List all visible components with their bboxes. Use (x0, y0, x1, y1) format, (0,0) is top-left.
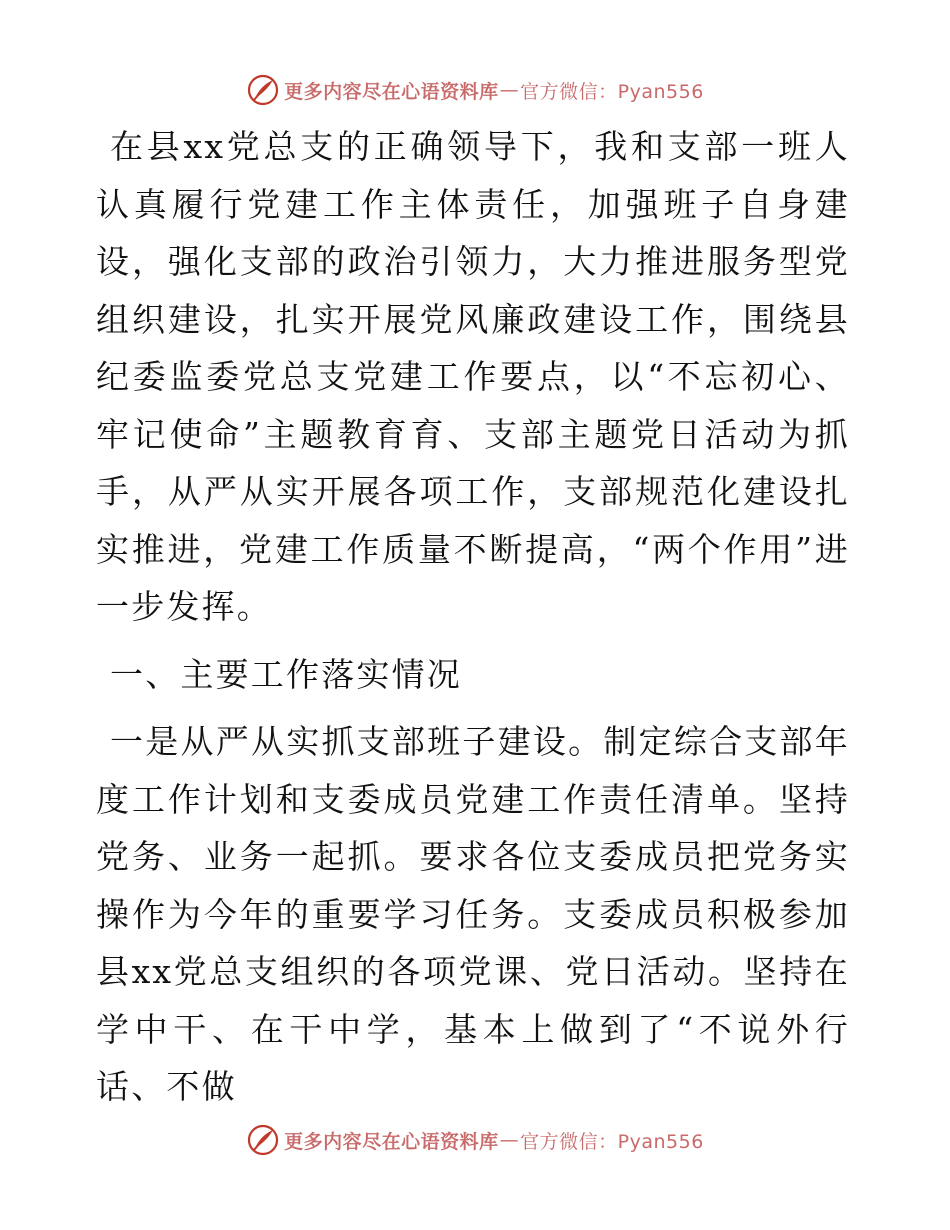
watermark-separator: — (499, 79, 520, 101)
watermark-brand-text: 更多内容尽在心语资料库 (284, 80, 499, 103)
footer-watermark (0, 1120, 950, 1160)
feather-pen-logo-icon (246, 1123, 280, 1157)
header-watermark (0, 70, 950, 110)
watermark-wechat-text: 官方微信：Pyan556 (520, 1130, 704, 1153)
feather-pen-logo-icon (246, 73, 280, 107)
section-heading: 一、主要工作落实情况 (110, 654, 462, 694)
intro-paragraph: 在县xx党总支的正确领导下，我和支部一班人认真履行党建工作主体责任，加强班子自身建设，强化支部的政治引领力，大力推进服务型党组织建设，扎实开展党风廉政建设工作，围绕县纪委监委党总支党建工作要点，以“不忘初心、牢记使命”主题教育育、支部主题党日活动为抓手，从严从实开展各项工作，支部规范化建设扎实推进，党建工作质量不断提高，“两个作用”进一步发挥。 (96, 127, 850, 626)
document-body (96, 118, 850, 1116)
watermark-separator: — (499, 1129, 520, 1151)
watermark-wechat-text: 官方微信：Pyan556 (520, 80, 704, 103)
body-paragraph: 一是从严从实抓支部班子建设。制定综合支部年度工作计划和支委成员党建工作责任清单。坚持党务、业务一起抓。要求各位支委成员把党务实操作为今年的重要学习任务。支委成员积极参加县xx党总支组织的各项党课、党日活动。坚持在学中干、在干中学，基本上做到了“不说外行话、不做 (96, 722, 850, 1106)
watermark-brand-text: 更多内容尽在心语资料库 (284, 1130, 499, 1153)
